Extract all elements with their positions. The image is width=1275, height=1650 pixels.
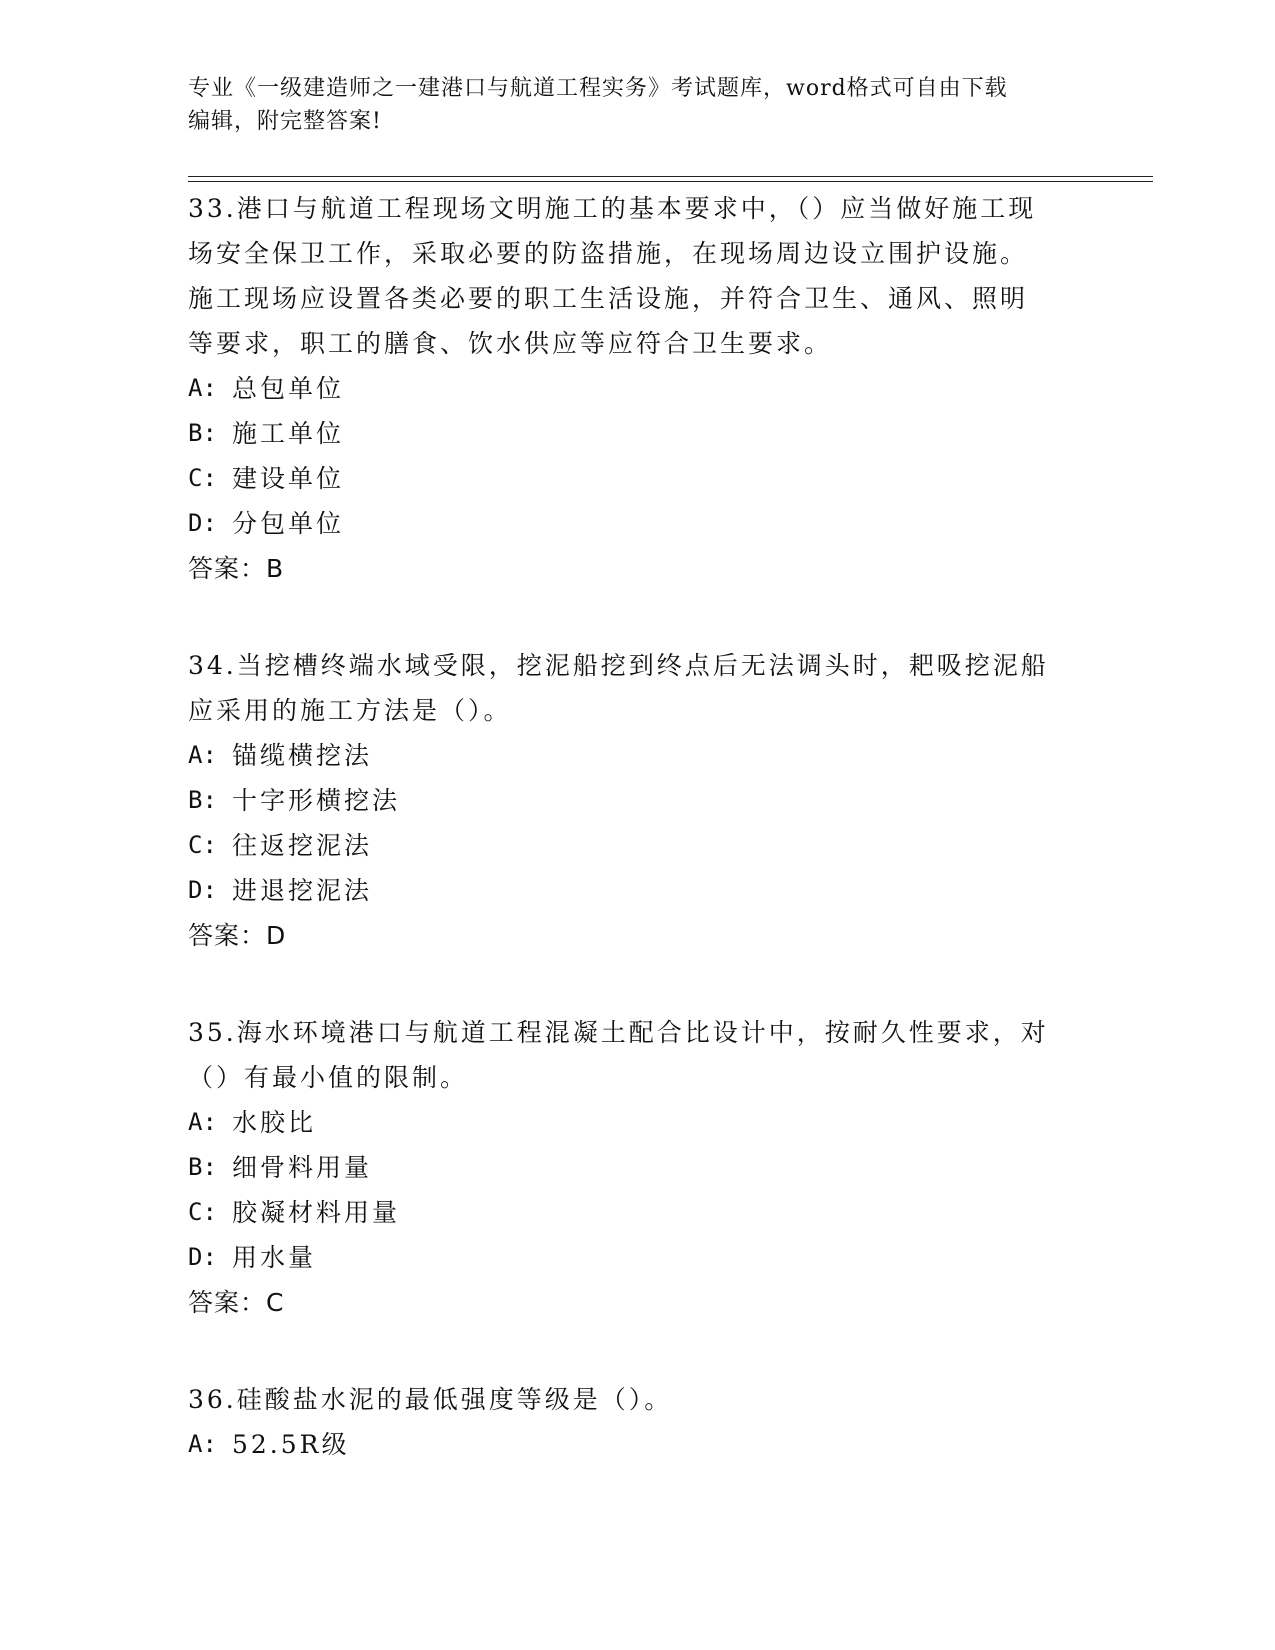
question-stem-line: 施工现场应设置各类必要的职工生活设施，并符合卫生、通风、照明 — [188, 284, 1029, 313]
option-d — [188, 1235, 1088, 1280]
option-text: 分包单位 — [232, 509, 345, 538]
question-34 — [188, 643, 1088, 958]
question-stem-line: 等要求，职工的膳食、饮水供应等应符合卫生要求。 — [188, 329, 833, 358]
question-list — [188, 186, 1088, 1519]
option-key: D: — [188, 509, 217, 537]
option-key: B: — [188, 1153, 217, 1181]
question-stem-line: 33.港口与航道工程现场文明施工的基本要求中，（）应当做好施工现 — [188, 194, 1037, 223]
option-text: 进退挖泥法 — [232, 876, 373, 905]
option-text: 建设单位 — [232, 464, 345, 493]
option-b — [188, 778, 1088, 823]
option-text: 用水量 — [232, 1243, 317, 1272]
option-text: 十字形横挖法 — [232, 786, 401, 815]
header-divider — [188, 176, 1153, 182]
question-33 — [188, 186, 1088, 591]
option-key: B: — [188, 419, 217, 447]
option-a — [188, 733, 1088, 778]
option-text: 胶凝材料用量 — [232, 1198, 401, 1227]
option-a — [188, 1100, 1088, 1145]
option-c — [188, 456, 1088, 501]
option-text: 52.5R级 — [232, 1430, 350, 1459]
option-key: D: — [188, 876, 217, 904]
answer-line: 答案：D — [188, 921, 287, 950]
question-36 — [188, 1377, 1088, 1467]
option-key: A: — [188, 741, 217, 769]
document-header — [188, 72, 1068, 138]
header-line-1: 专业《一级建造师之一建港口与航道工程实务》考试题库，word格式可自由下载 — [188, 76, 1008, 101]
option-key: D: — [188, 1243, 217, 1271]
option-key: A: — [188, 1430, 217, 1458]
option-text: 往返挖泥法 — [232, 831, 373, 860]
question-stem-line: 34.当挖槽终端水域受限，挖泥船挖到终点后无法调头时，耙吸挖泥船 — [188, 651, 1049, 680]
option-key: C: — [188, 831, 217, 859]
option-c — [188, 823, 1088, 868]
option-b — [188, 1145, 1088, 1190]
option-key: C: — [188, 464, 217, 492]
option-d — [188, 868, 1088, 913]
option-text: 水胶比 — [232, 1108, 317, 1137]
header-line-2: 编辑，附完整答案! — [188, 109, 382, 134]
option-text: 总包单位 — [232, 374, 345, 403]
option-d — [188, 501, 1088, 546]
question-stem-line: 应采用的施工方法是（）。 — [188, 696, 512, 725]
question-stem-line: 场安全保卫工作，采取必要的防盗措施，在现场周边设立围护设施。 — [188, 239, 1029, 268]
option-c — [188, 1190, 1088, 1235]
option-b — [188, 411, 1088, 456]
option-a — [188, 366, 1088, 411]
option-key: B: — [188, 786, 217, 814]
option-text: 细骨料用量 — [232, 1153, 373, 1182]
answer-line: 答案：B — [188, 554, 285, 583]
question-stem-line: 35.海水环境港口与航道工程混凝土配合比设计中，按耐久性要求，对 — [188, 1018, 1049, 1047]
question-stem-line: （）有最小值的限制。 — [188, 1063, 469, 1092]
option-key: C: — [188, 1198, 217, 1226]
option-key: A: — [188, 1108, 217, 1136]
option-text: 锚缆横挖法 — [232, 741, 373, 770]
question-stem-line: 36.硅酸盐水泥的最低强度等级是（）。 — [188, 1385, 673, 1414]
option-text: 施工单位 — [232, 419, 345, 448]
answer-line: 答案：C — [188, 1288, 285, 1317]
option-a — [188, 1422, 1088, 1467]
option-key: A: — [188, 374, 217, 402]
question-35 — [188, 1010, 1088, 1325]
